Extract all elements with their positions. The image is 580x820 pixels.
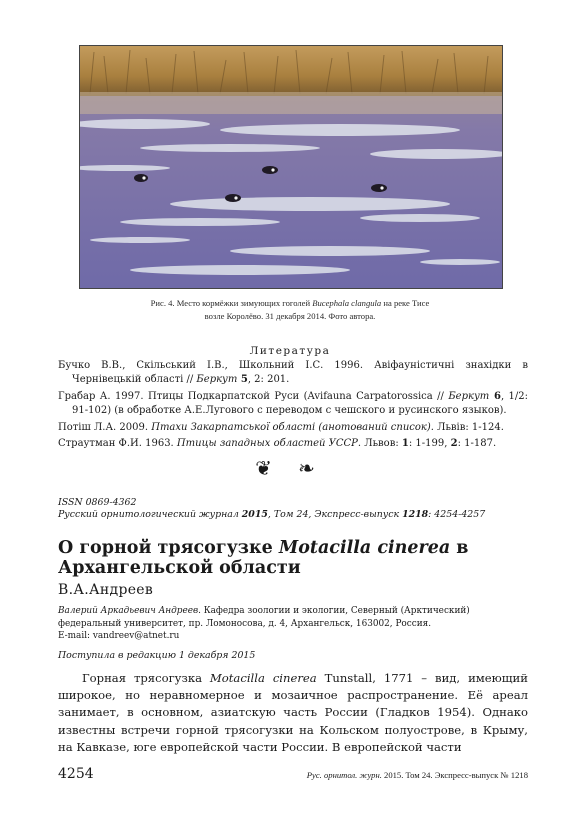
ref-pages: , 2: 201.: [247, 374, 290, 386]
ref-volume: 5: [237, 374, 248, 386]
ref-publisher: . Львов:: [357, 438, 402, 450]
issn-block: [58, 497, 485, 521]
literature-heading: Литература: [249, 345, 331, 357]
journal-volume: , Том 24, Экспресс-выпуск: [267, 509, 403, 520]
issn-line: ISSN 0869-4362: [58, 497, 137, 508]
article-title: [58, 538, 478, 578]
journal-name: Русский орнитологический журнал: [58, 509, 242, 520]
author-affiliation: [58, 605, 528, 643]
ref-authors: Страутман Ф.И. 1963.: [58, 438, 177, 450]
journal-issue: 1218: [402, 509, 429, 520]
ref-pages: : 1-187.: [457, 438, 497, 450]
section-ornament: ❦ ❧: [255, 456, 325, 480]
ref-volume: 6: [489, 390, 501, 402]
received-date: Поступила в редакцию 1 декабря 2015: [58, 650, 256, 661]
journal-year: 2015: [241, 509, 268, 520]
body-paragraph: [58, 670, 528, 756]
caption-text: Рис. 4. Место кормёжки зимующих гоголей: [150, 298, 313, 308]
ref-authors: Бучко В.В., Скільський І.В., Школьний І.С. 1996.: [58, 360, 375, 371]
title-text-end: в Архангельской области: [58, 538, 469, 578]
caption-species: Bucephala clangula: [312, 298, 382, 308]
title-text: О горной трясогузке: [58, 538, 279, 558]
ref-title: Птицы Подкарпатской Руси (Avifauna Carpatorossica //: [148, 390, 449, 402]
reference-item: [58, 437, 528, 451]
body-text-end: Tunstall, 1771 – вид, имеющий широкое, но неравномерное и мозаичное распространение. Её ареал занимает, в основном, азиатскую часть России (Гладков 1954). Однако известны встречи горной трясогузки на Кольском полуострове, в Крыму, на Кавказе, юге европейской части России. В европейской части: [58, 671, 528, 754]
body-text: Горная трясогузка: [82, 671, 210, 685]
page-number: 4254: [58, 766, 94, 782]
reference-list: [58, 359, 528, 453]
journal-pages: : 4254-4257: [428, 509, 486, 520]
ref-journal: Беркут: [448, 390, 490, 402]
article-body: [58, 670, 528, 756]
journal-citation: [58, 509, 485, 521]
ref-pages: . Львів: 1-124.: [430, 421, 504, 433]
ref-pages: : 1-199,: [408, 438, 451, 450]
reference-item: [58, 359, 528, 388]
ref-volume: 1: [401, 438, 409, 450]
ref-journal: Беркут: [196, 374, 238, 386]
ref-title: Птицы западных областей УССР: [176, 438, 358, 450]
reference-item: [58, 390, 528, 419]
article-author: В.А.Андреев: [58, 582, 154, 598]
title-species: Motacilla cinerea: [278, 538, 451, 558]
caption-text-end: на реке Тисе: [381, 298, 430, 308]
ref-authors: Потіш Л.А. 2009.: [58, 421, 152, 433]
footer-journal: Рус. орнитол. журн.: [306, 770, 382, 780]
ref-title: Птахи Закарпатської області (анотований список): [151, 421, 431, 433]
ref-authors: Грабар А. 1997.: [58, 390, 148, 402]
author-email-link[interactable]: E-mail: vandreev@atnet.ru: [58, 631, 180, 641]
caption-line-2: возле Королёво. 31 декабря 2014. Фото автора.: [204, 311, 376, 321]
body-species: Motacilla cinerea: [209, 671, 317, 685]
footer-issue: 2015. Том 24. Экспресс-выпуск № 1218: [381, 770, 528, 780]
ref-volume: 2: [450, 438, 458, 450]
affiliation-name: Валерий Аркадьевич Андреев: [58, 606, 199, 616]
figure-caption: [70, 297, 510, 323]
reference-item: [58, 421, 528, 435]
ref-title: Авіфауністичні знахідки в Чернівецькій області //: [72, 360, 528, 386]
running-footer: [307, 770, 528, 780]
affiliation-address: . Кафедра зоологии и экологии, Северный (Арктический) федеральный университет, пр. Ломоносова, д. 4, Архангельск, 163002, Россия.: [58, 606, 470, 629]
ref-pages: , 1/2: 91-102) (в обработке А.Е.Лугового с переводом с чешского и русинского языков).: [72, 390, 528, 417]
river-photo: [79, 45, 503, 289]
